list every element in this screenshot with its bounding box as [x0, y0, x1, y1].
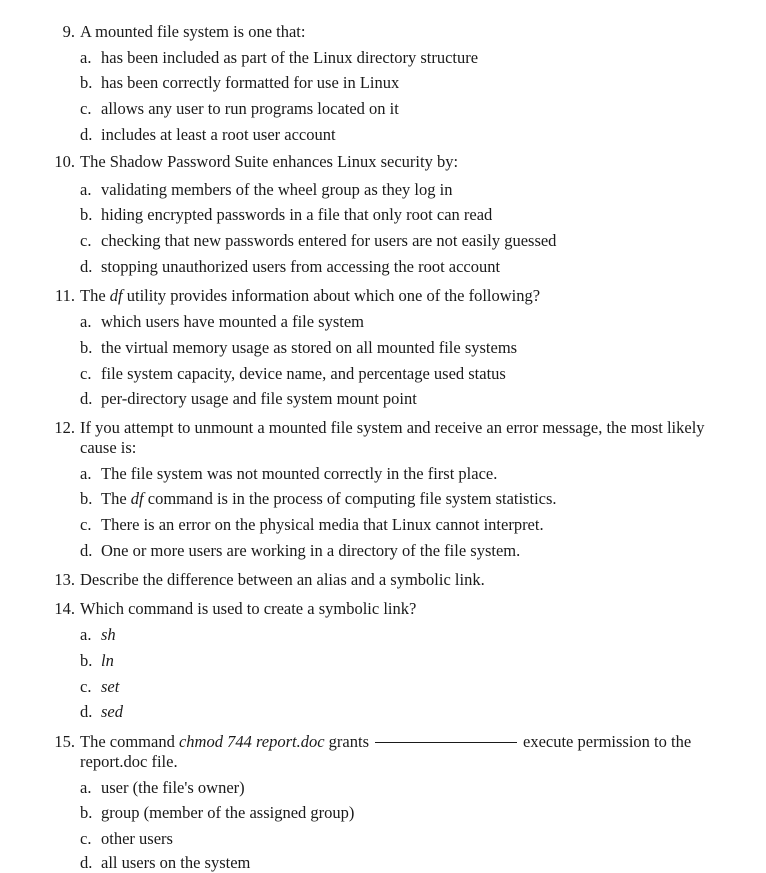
option-text: allows any user to run programs located on it: [101, 99, 399, 118]
question-10: [48, 152, 698, 172]
option-letter: d.: [80, 125, 93, 144]
question-number: 12.: [54, 418, 75, 437]
question-text: If you attempt to unmount a mounted file system and receive an error message, the most likely cause is:: [80, 418, 705, 457]
option-10c: [80, 231, 556, 251]
option-text: set: [101, 677, 120, 696]
option-11d: [80, 389, 417, 409]
option-text: per-directory usage and file system mount point: [101, 389, 417, 408]
question-number: 9.: [62, 22, 75, 41]
option-text: has been correctly formatted for use in Linux: [101, 73, 400, 92]
option-text: There is an error on the physical media that Linux cannot interpret.: [101, 515, 544, 534]
option-letter: c.: [80, 231, 92, 250]
question-text: A mounted file system is one that:: [80, 22, 306, 41]
option-11a: [80, 312, 364, 332]
question-text: The df utility provides information about which one of the following?: [80, 286, 541, 305]
option-12d: [80, 541, 520, 561]
question-13: [48, 570, 698, 590]
option-letter: d.: [80, 853, 93, 872]
option-letter: c.: [80, 829, 92, 848]
question-12: [48, 418, 708, 458]
command-name: df: [130, 489, 144, 508]
option-text: stopping unauthorized users from accessing the root account: [101, 257, 501, 276]
option-text: The file system was not mounted correctly in the first place.: [101, 464, 498, 483]
option-14b: [80, 651, 114, 671]
option-letter: b.: [80, 803, 93, 822]
option-14c: [80, 677, 119, 697]
option-text: sed: [101, 702, 123, 721]
option-text: group (member of the assigned group): [101, 803, 355, 822]
option-text: which users have mounted a file system: [101, 312, 365, 331]
option-letter: d.: [80, 541, 93, 560]
option-letter: d.: [80, 257, 93, 276]
command-name: chmod 744 report.doc: [178, 732, 325, 751]
option-text: other users: [101, 829, 173, 848]
option-text: the virtual memory usage as stored on all mounted file systems: [101, 338, 518, 357]
option-letter: b.: [80, 73, 93, 92]
option-letter: c.: [80, 677, 92, 696]
option-text: hiding encrypted passwords in a file that only root can read: [101, 205, 493, 224]
option-9d: [80, 125, 336, 145]
option-letter: a.: [80, 778, 92, 797]
option-11c: [80, 364, 506, 384]
option-text: has been included as part of the Linux directory structure: [101, 48, 479, 67]
question-number: 10.: [54, 152, 75, 171]
option-15a: [80, 778, 245, 798]
question-14: [48, 599, 698, 619]
option-letter: d.: [80, 702, 93, 721]
option-12a: [80, 464, 497, 484]
option-10d: [80, 257, 500, 277]
option-text: The df command is in the process of computing file system statistics.: [101, 489, 557, 508]
option-letter: a.: [80, 464, 92, 483]
option-letter: a.: [80, 180, 92, 199]
option-letter: a.: [80, 312, 92, 331]
option-text: user (the file's owner): [101, 778, 245, 797]
option-letter: c.: [80, 364, 92, 383]
option-letter: b.: [80, 489, 93, 508]
question-text: Which command is used to create a symbolic link?: [80, 599, 417, 618]
question-9: [48, 22, 698, 42]
option-10b: [80, 205, 492, 225]
option-letter: d.: [80, 389, 93, 408]
option-12c: [80, 515, 544, 535]
option-letter: c.: [80, 99, 92, 118]
option-text: file system capacity, device name, and percentage used status: [101, 364, 506, 383]
option-15d: [80, 853, 250, 873]
option-letter: a.: [80, 48, 92, 67]
option-letter: b.: [80, 651, 93, 670]
option-15b: [80, 803, 354, 823]
option-text: checking that new passwords entered for users are not easily guessed: [101, 231, 557, 250]
option-letter: a.: [80, 625, 92, 644]
question-number: 14.: [54, 599, 75, 618]
question-15: [48, 732, 708, 772]
option-text: ln: [101, 651, 114, 670]
option-text: One or more users are working in a directory of the file system.: [101, 541, 521, 560]
option-text: validating members of the wheel group as they log in: [101, 180, 453, 199]
question-text: The command chmod 744 report.doc grants execute permission to the report.doc file.: [80, 732, 692, 771]
question-number: 15.: [54, 732, 75, 751]
question-11: [48, 286, 698, 306]
option-14a: [80, 625, 116, 645]
option-11b: [80, 338, 517, 358]
question-text: Describe the difference between an alias and a symbolic link.: [80, 570, 485, 589]
option-letter: c.: [80, 515, 92, 534]
option-text: sh: [101, 625, 116, 644]
answer-blank: [375, 742, 517, 743]
option-14d: [80, 702, 123, 722]
option-text: all users on the system: [101, 853, 251, 872]
option-letter: b.: [80, 338, 93, 357]
option-9c: [80, 99, 399, 119]
option-letter: b.: [80, 205, 93, 224]
command-name: df: [109, 286, 123, 305]
option-text: includes at least a root user account: [101, 125, 336, 144]
question-number: 11.: [54, 286, 75, 305]
question-number: 13.: [54, 570, 75, 589]
option-10a: [80, 180, 452, 200]
option-9a: [80, 48, 478, 68]
option-15c: [80, 829, 173, 849]
option-12b: [80, 489, 557, 509]
option-9b: [80, 73, 399, 93]
question-text: The Shadow Password Suite enhances Linux security by:: [80, 152, 459, 171]
